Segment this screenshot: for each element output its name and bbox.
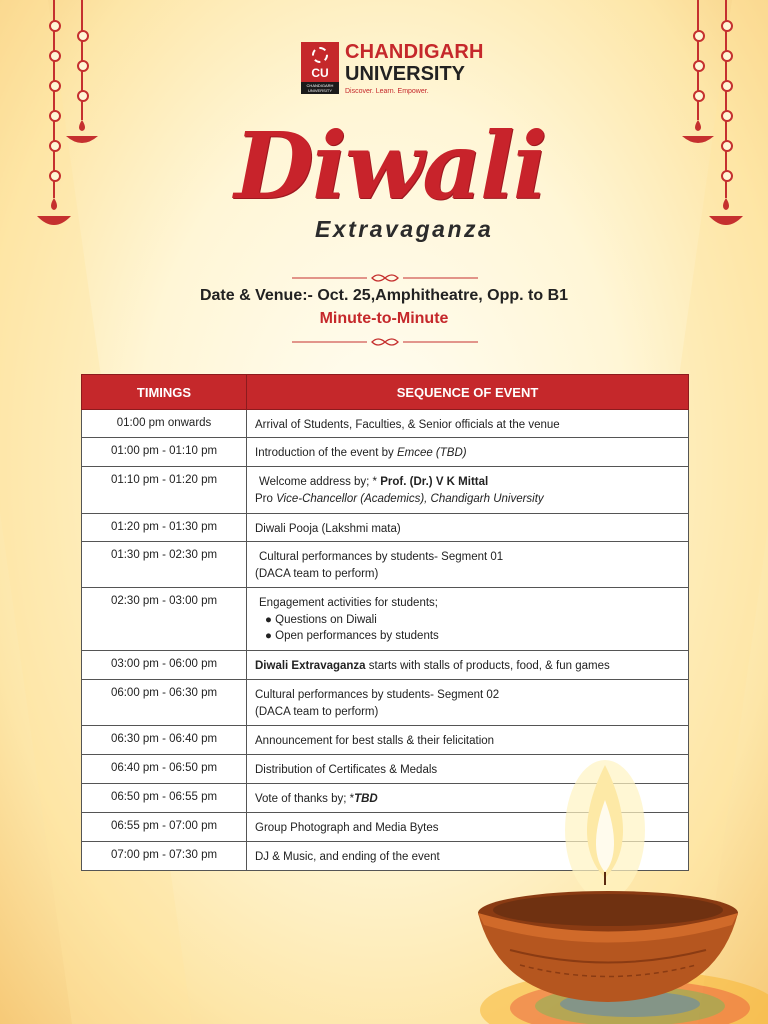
hanging-diya-icon xyxy=(708,0,744,240)
row-event: Cultural performances by students- Segment 02 (DACA team to perform) xyxy=(247,680,689,726)
title-sub: Extravaganza xyxy=(315,216,494,242)
logo-line-2: UNIVERSITY xyxy=(345,63,466,85)
table-row xyxy=(82,438,689,467)
table-row xyxy=(82,651,689,680)
bullet-item: ● Questions on Diwali xyxy=(265,614,377,626)
logo-mark-subtext: CHANDIGARH UNIVERSITY xyxy=(301,82,339,94)
table-row xyxy=(82,680,689,726)
row-event: Diwali Extravaganza starts with stalls of products, food, & fun games xyxy=(247,651,689,680)
cu-logo-icon xyxy=(301,42,339,94)
row-event: DJ & Music, and ending of the event xyxy=(247,842,689,871)
table-row xyxy=(82,410,689,438)
row-event: Group Photograph and Media Bytes xyxy=(247,813,689,842)
row-time: 02:30 pm - 03:00 pm xyxy=(82,588,247,651)
ornament-divider-icon xyxy=(292,336,478,348)
logo-line-1: CHANDIGARH xyxy=(345,41,484,63)
row-time: 06:00 pm - 06:30 pm xyxy=(82,680,247,726)
row-event: Announcement for best stalls & their felicitation xyxy=(247,726,689,755)
row-time: 01:20 pm - 01:30 pm xyxy=(82,514,247,542)
schedule-subheading: Minute-to-Minute xyxy=(319,310,449,327)
row-event: Cultural performances by students- Segment 01 (DACA team to perform) xyxy=(247,542,689,588)
university-logo xyxy=(301,42,484,95)
row-time: 01:00 pm onwards xyxy=(82,410,247,438)
row-event: Distribution of Certificates & Medals xyxy=(247,755,689,784)
row-event: Arrival of Students, Faculties, & Senior officials at the venue xyxy=(247,410,689,438)
row-time: 01:00 pm - 01:10 pm xyxy=(82,438,247,467)
diya-lamp-icon xyxy=(470,760,768,1024)
event-title xyxy=(215,112,565,260)
header-sequence: SEQUENCE OF EVENT xyxy=(247,375,689,410)
logo-mark-text: CU xyxy=(311,66,329,80)
table-row xyxy=(82,514,689,542)
row-event: Welcome address by; * Prof. (Dr.) V K Mittal Pro Vice-Chancellor (Academics), Chandigarh University xyxy=(247,467,689,514)
date-venue: Date & Venue:- Oct. 25,Amphitheatre, Opp. to B1 xyxy=(199,287,569,304)
table-header-row xyxy=(82,375,689,410)
logo-tagline: Discover. Learn. Empower. xyxy=(345,88,429,95)
row-event: Engagement activities for students; ● Questions on Diwali ● Open performances by students xyxy=(247,588,689,651)
row-time: 07:00 pm - 07:30 pm xyxy=(82,842,247,871)
title-main: Diwali xyxy=(234,112,546,220)
table-row xyxy=(82,588,689,651)
row-time: 01:30 pm - 02:30 pm xyxy=(82,542,247,588)
row-time: 06:50 pm - 06:55 pm xyxy=(82,784,247,813)
ornament-divider-icon xyxy=(292,272,478,284)
row-event: Diwali Pooja (Lakshmi mata) xyxy=(247,514,689,542)
bullet-item: ● Open performances by students xyxy=(265,630,439,642)
table-row xyxy=(82,726,689,755)
row-time: 03:00 pm - 06:00 pm xyxy=(82,651,247,680)
row-time: 06:55 pm - 07:00 pm xyxy=(82,813,247,842)
row-time: 06:30 pm - 06:40 pm xyxy=(82,726,247,755)
table-row xyxy=(82,467,689,514)
hanging-diya-icon xyxy=(66,0,98,150)
row-event: Vote of thanks by; *TBD xyxy=(247,784,689,813)
table-row xyxy=(82,542,689,588)
header-timings: TIMINGS xyxy=(82,375,247,410)
row-event: Introduction of the event by Emcee (TBD) xyxy=(247,438,689,467)
row-time: 06:40 pm - 06:50 pm xyxy=(82,755,247,784)
row-time: 01:10 pm - 01:20 pm xyxy=(82,467,247,514)
